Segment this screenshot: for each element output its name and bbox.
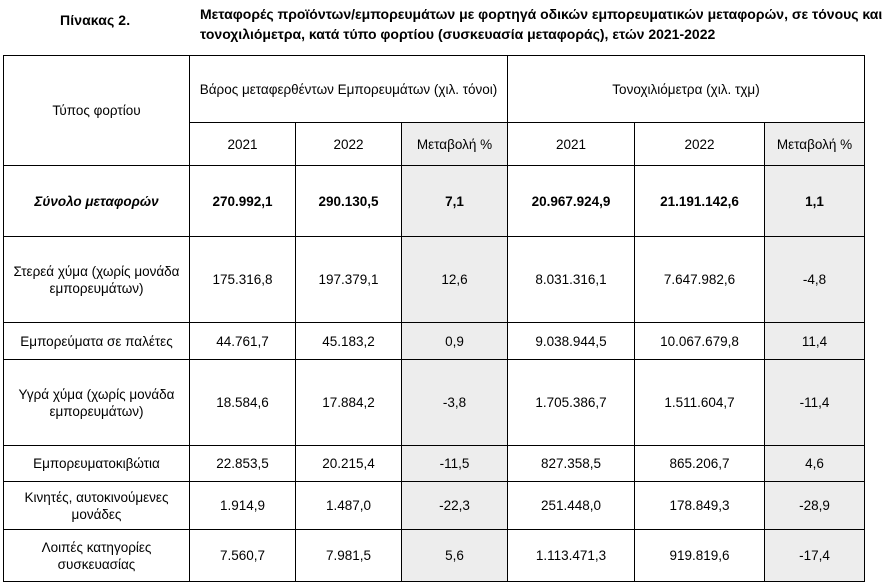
cell-weight-2021: 1.914,9 <box>190 482 296 530</box>
table-row <box>4 166 865 237</box>
cell-tonkm-change: -11,4 <box>765 360 865 446</box>
cell-tonkm-2022: 1.511.604,7 <box>635 360 765 446</box>
cell-weight-change: 5,6 <box>402 530 508 582</box>
cell-tonkm-2021: 827.358,5 <box>508 446 635 482</box>
cell-weight-2022: 290.130,5 <box>296 166 402 237</box>
row-label: Στερεά χύμα (χωρίς μονάδα εμπορευμάτων) <box>4 237 190 323</box>
row-label: Κινητές, αυτοκινούμενες μονάδες <box>4 482 190 530</box>
row-label: Υγρά χύμα (χωρίς μονάδα εμπορευμάτων) <box>4 360 190 446</box>
table-row <box>4 323 865 360</box>
cell-tonkm-2021: 8.031.316,1 <box>508 237 635 323</box>
cell-tonkm-2022: 178.849,3 <box>635 482 765 530</box>
cell-weight-2022: 20.215,4 <box>296 446 402 482</box>
cell-weight-change: -11,5 <box>402 446 508 482</box>
cell-weight-change: 7,1 <box>402 166 508 237</box>
group-header-tonkm: Τονοχιλιόμετρα (χιλ. τχμ) <box>508 56 865 123</box>
cell-weight-2021: 270.992,1 <box>190 166 296 237</box>
cell-weight-2022: 1.487,0 <box>296 482 402 530</box>
cell-tonkm-change: 11,4 <box>765 323 865 360</box>
cell-tonkm-change: 1,1 <box>765 166 865 237</box>
table-row <box>4 530 865 582</box>
table-row <box>4 446 865 482</box>
cell-weight-2021: 18.584,6 <box>190 360 296 446</box>
cell-tonkm-2022: 7.647.982,6 <box>635 237 765 323</box>
cell-weight-2021: 44.761,7 <box>190 323 296 360</box>
col-header-change: Μεταβολή % <box>402 123 508 166</box>
cell-weight-change: -22,3 <box>402 482 508 530</box>
cell-weight-change: -3,8 <box>402 360 508 446</box>
cell-weight-2021: 7.560,7 <box>190 530 296 582</box>
cell-weight-2021: 175.316,8 <box>190 237 296 323</box>
table-title: Μεταφορές προϊόντων/εμπορευμάτων με φορτηγά οδικών εμπορευματικών μεταφορών, σε τόνους και τονοχιλιόμετρα, κατά τύπο φορτίου (συσκευασία μεταφοράς), ετών 2021-2022 <box>200 6 883 42</box>
cell-tonkm-2021: 251.448,0 <box>508 482 635 530</box>
table-row <box>4 360 865 446</box>
col-header-2022: 2022 <box>635 123 765 166</box>
cell-tonkm-change: -28,9 <box>765 482 865 530</box>
cell-tonkm-2022: 919.819,6 <box>635 530 765 582</box>
row-header: Τύπος φορτίου <box>4 56 190 166</box>
col-header-2021: 2021 <box>508 123 635 166</box>
cell-weight-change: 0,9 <box>402 323 508 360</box>
cell-tonkm-2021: 9.038.944,5 <box>508 323 635 360</box>
cell-weight-2021: 22.853,5 <box>190 446 296 482</box>
row-label: Σύνολο μεταφορών <box>4 166 190 237</box>
cell-tonkm-2022: 865.206,7 <box>635 446 765 482</box>
col-header-2021: 2021 <box>190 123 296 166</box>
cell-tonkm-2022: 21.191.142,6 <box>635 166 765 237</box>
cell-tonkm-2021: 1.705.386,7 <box>508 360 635 446</box>
row-label: Λοιπές κατηγορίες συσκευασίας <box>4 530 190 582</box>
cell-tonkm-2022: 10.067.679,8 <box>635 323 765 360</box>
cell-tonkm-2021: 20.967.924,9 <box>508 166 635 237</box>
table-row <box>4 237 865 323</box>
col-header-change: Μεταβολή % <box>765 123 865 166</box>
table-number: Πίνακας 2. <box>60 12 131 28</box>
cell-tonkm-2021: 1.113.471,3 <box>508 530 635 582</box>
cell-tonkm-change: -4,8 <box>765 237 865 323</box>
group-header-weight: Βάρος μεταφερθέντων Εμπορευμάτων (χιλ. τόνοι) <box>190 56 508 123</box>
cell-weight-2022: 7.981,5 <box>296 530 402 582</box>
cell-weight-2022: 197.379,1 <box>296 237 402 323</box>
row-label: Εμπορεύματα σε παλέτες <box>4 323 190 360</box>
row-label: Εμπορευματοκιβώτια <box>4 446 190 482</box>
cell-weight-change: 12,6 <box>402 237 508 323</box>
table-row <box>4 482 865 530</box>
cell-weight-2022: 45.183,2 <box>296 323 402 360</box>
cell-weight-2022: 17.884,2 <box>296 360 402 446</box>
freight-table <box>3 55 865 582</box>
col-header-2022: 2022 <box>296 123 402 166</box>
cell-tonkm-change: 4,6 <box>765 446 865 482</box>
cell-tonkm-change: -17,4 <box>765 530 865 582</box>
